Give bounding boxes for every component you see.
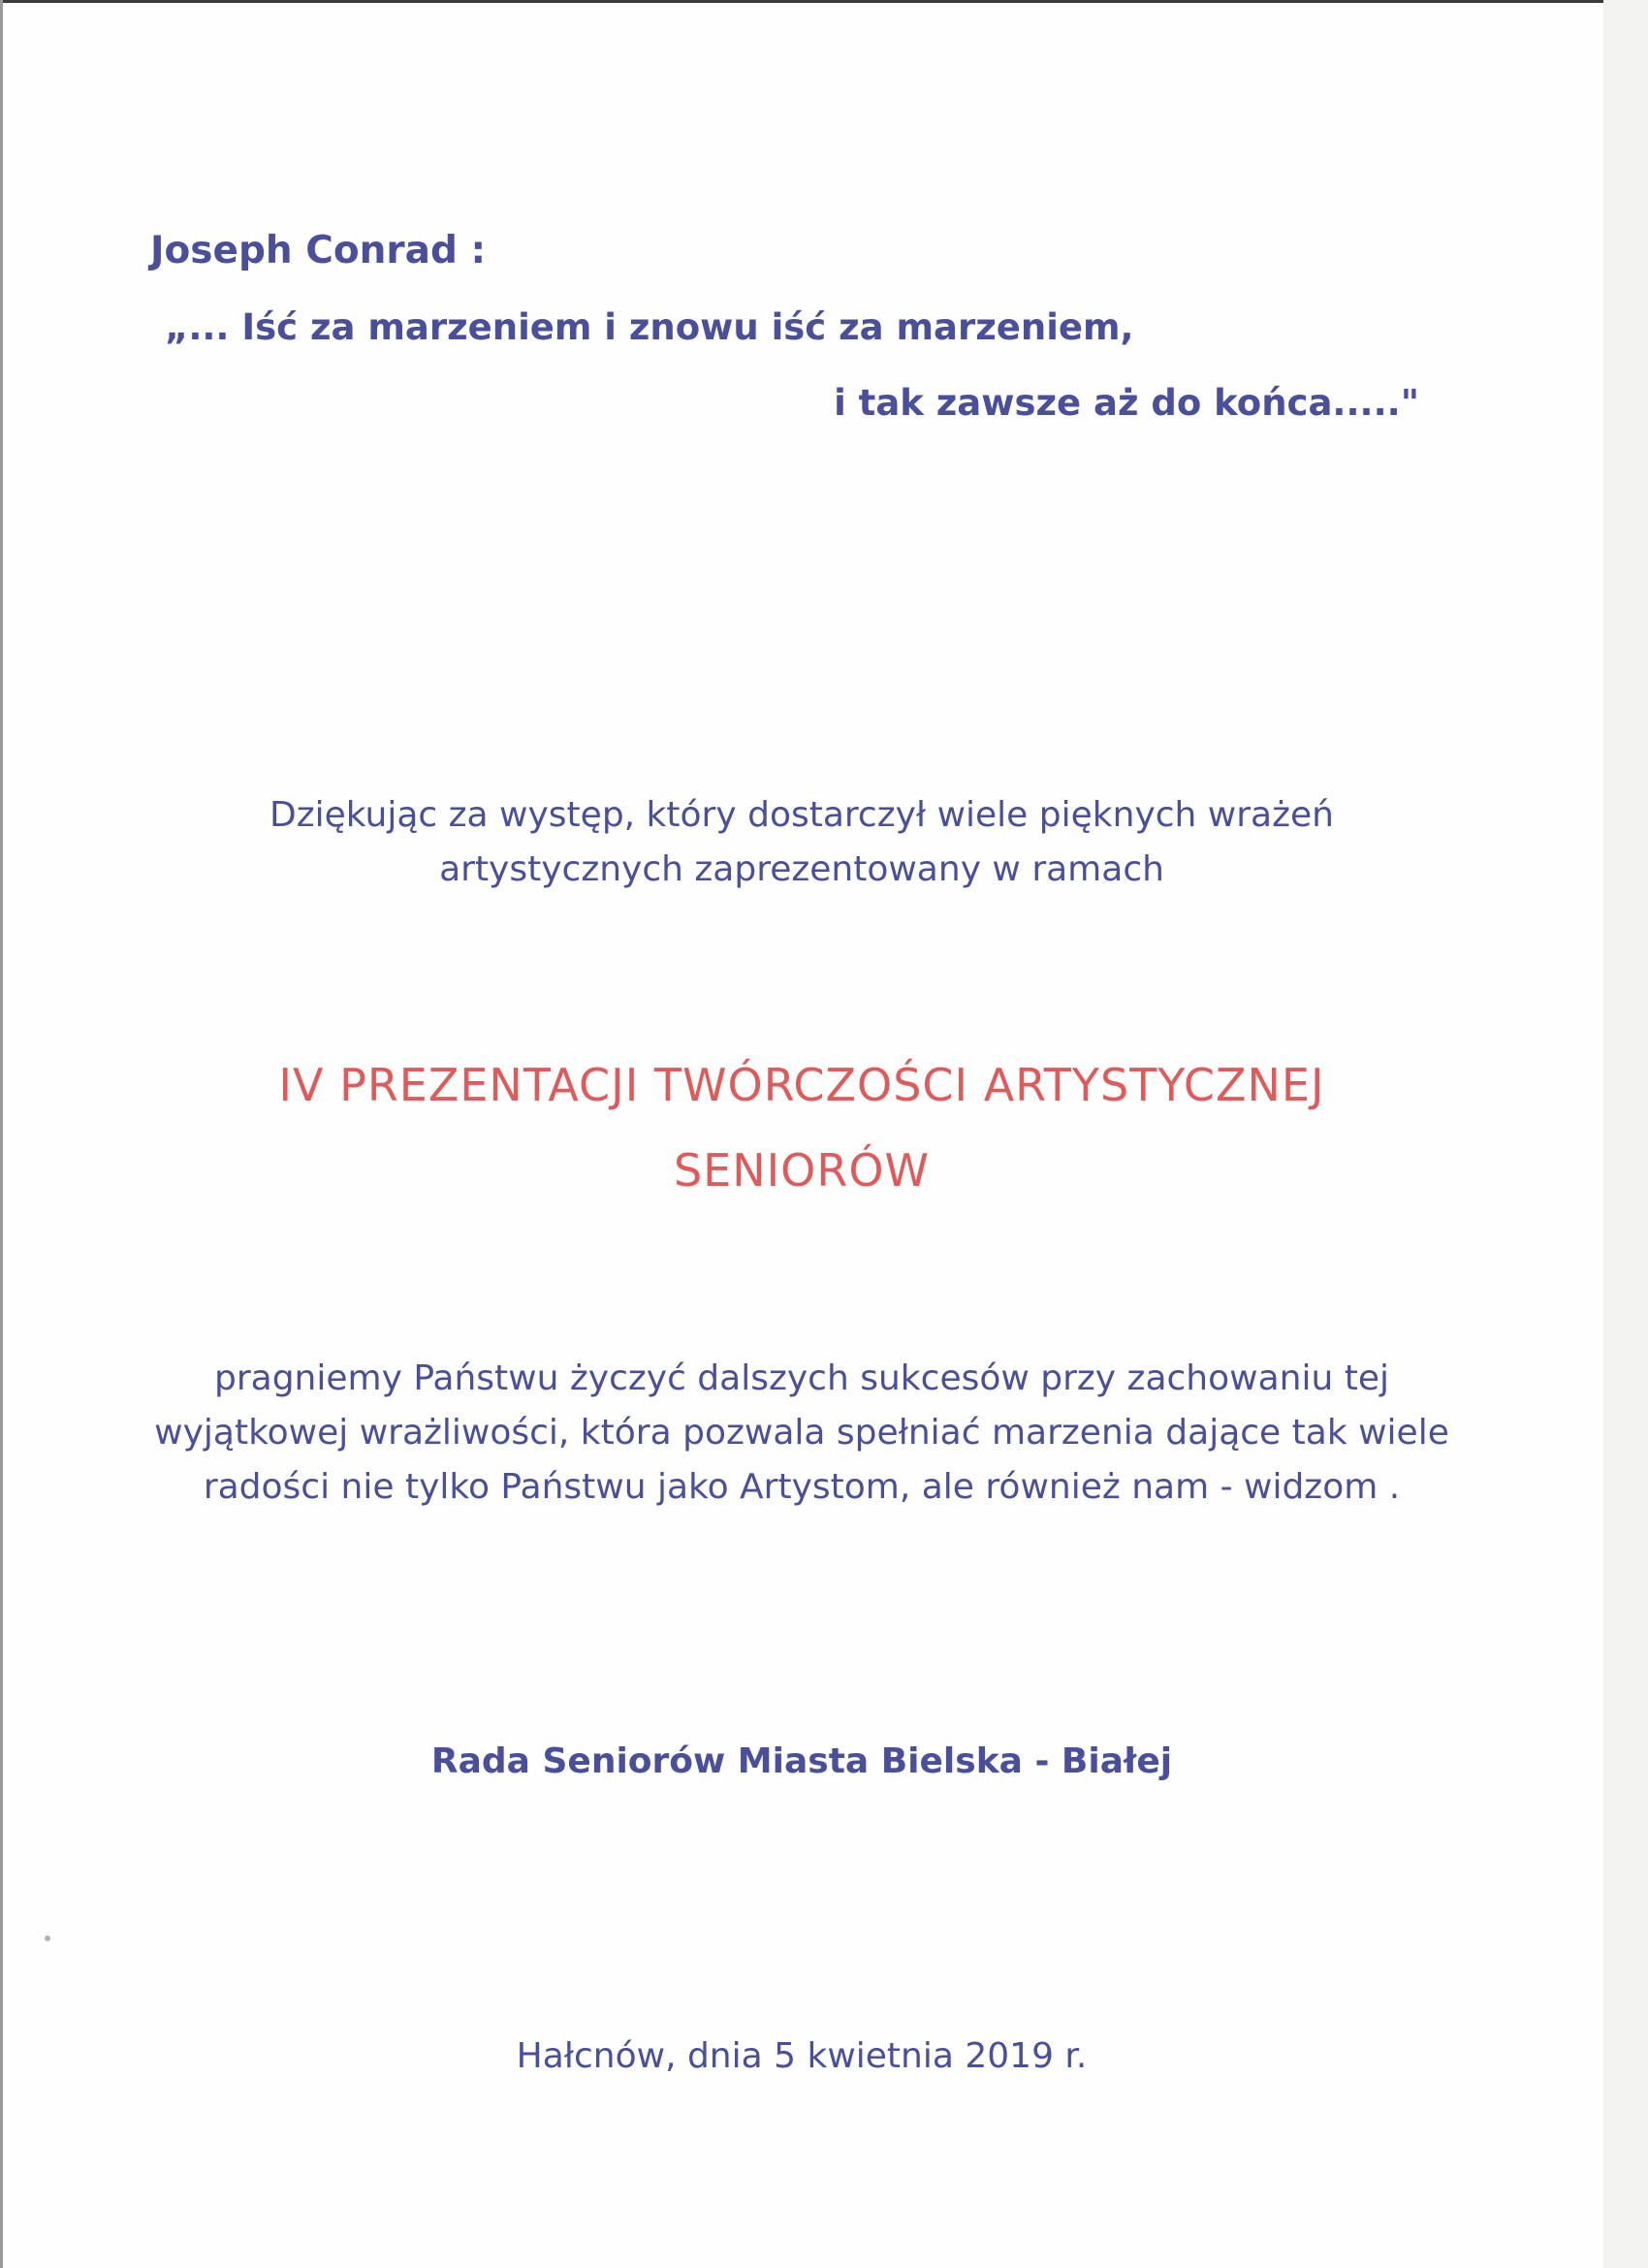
thanks-line-2: artystycznych zaprezentowany w ramach <box>439 849 1164 889</box>
date-place: Hałcnów, dnia 5 kwietnia 2019 r. <box>516 2036 1088 2076</box>
scan-speck <box>45 1935 50 1941</box>
wishes-line-1: pragniemy Państwu życzyć dalszych sukcesów przy zachowaniu tej <box>213 1358 1389 1398</box>
signature: Rada Seniorów Miasta Bielska - Białej <box>430 1741 1173 1781</box>
quote-author: Joseph Conrad : <box>150 229 487 272</box>
event-title-line-2: SENIORÓW <box>673 1144 931 1197</box>
scan-right-margin <box>1603 0 1648 2268</box>
event-title-line-1: IV PREZENTACJI TWÓRCZOŚCI ARTYSTYCZNEJ <box>278 1059 1325 1111</box>
thanks-line-1: Dziękując za występ, który dostarczył wiele pięknych wrażeń <box>269 795 1334 835</box>
quote-line-1: „... Iść za marzeniem i znowu iść za marzeniem, <box>165 306 1134 348</box>
wishes-line-2: wyjątkowej wrażliwości, która pozwala spełniać marzenia dające tak wiele <box>154 1413 1449 1453</box>
quote-line-2: i tak zawsze aż do końca....." <box>834 382 1419 424</box>
scan-top-edge <box>0 0 1648 3</box>
wishes-line-3: radości nie tylko Państwu jako Artystom, ale również nam - widzom . <box>203 1467 1401 1507</box>
scan-left-edge <box>0 0 3 2268</box>
